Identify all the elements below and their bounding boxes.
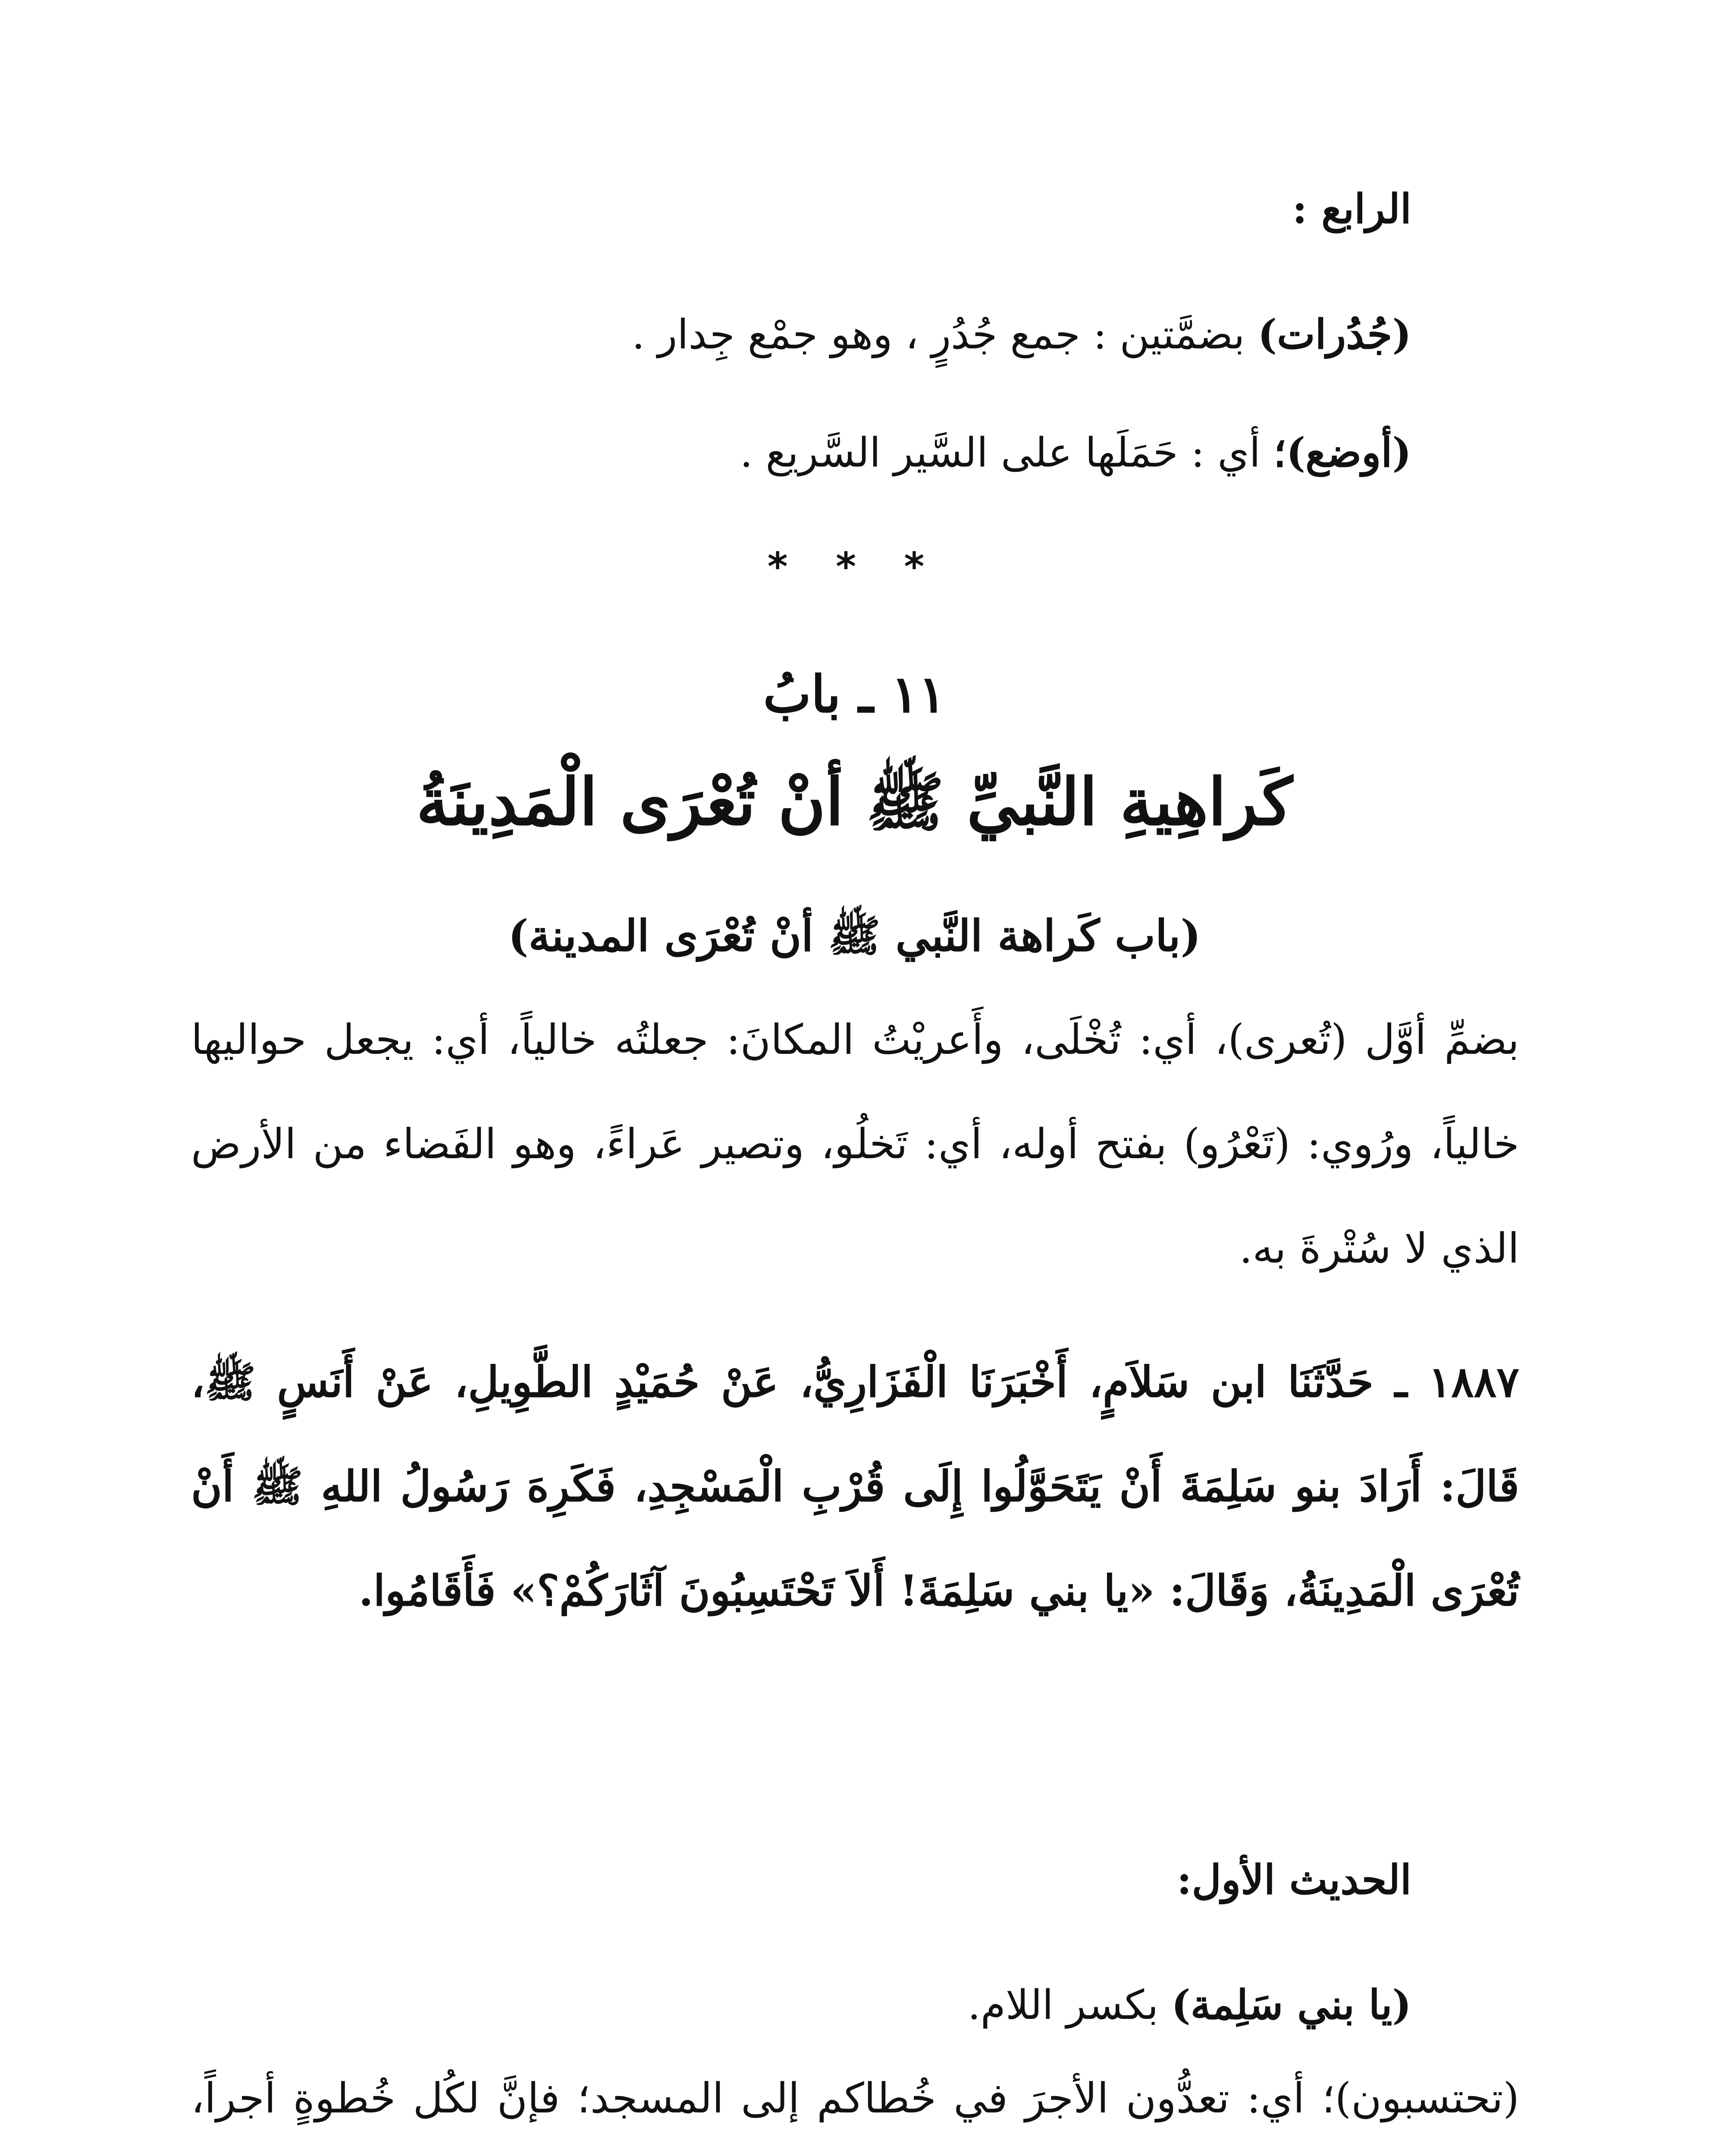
section-label: الرابع : bbox=[1292, 185, 1411, 233]
note-term: (أوضع)؛ bbox=[1273, 429, 1411, 476]
note-text: أي : حَمَلَها على السَّير السَّريع . bbox=[740, 429, 1273, 476]
chapter-subtitle: (باب كَراهة النَّبي ﷺ أنْ تُعْرَى المدينة) bbox=[508, 910, 1201, 961]
hadith-text: ١٨٨٧ ـ حَدَّثَنَا ابن سَلاَمٍ، أَخْبَرَنَا الْفَزَارِيُّ، عَنْ حُمَيْدٍ الطَّوِيلِ، عَنْ أَنَسٍ ﷺ، قَالَ: أَرَادَ بنو سَلِمَةَ أَنْ يَتَحَوَّلُوا إِلَى قُرْبِ الْمَسْجِدِ، فَكَرِهَ رَسُولُ اللهِ ﷺ أَنْ تُعْرَى الْمَدِينَةُ، وَقَالَ: «يا بني سَلِمَةَ! أَلاَ تَحْتَسِبُونَ آثَارَكُمْ؟» فَأَقَامُوا. bbox=[191, 1357, 1519, 1616]
commentary-paragraph-2: (تحتسبون)؛ أي: تعدُّون الأجرَ في خُطاكم إلى المسجد؛ فإنَّ لكُل خُطوةٍ أجراً، bbox=[191, 2074, 1520, 2122]
note-text: بضمَّتين : جمع جُدُرٍ ، وهو جمْع جِدار . bbox=[632, 311, 1258, 358]
note-line-jududrat bbox=[238, 309, 1411, 361]
chapter-number: ١١ ـ بابُ bbox=[763, 664, 946, 724]
separator-stars: * * * bbox=[767, 544, 942, 589]
first-hadith-label: الحديث الأول: bbox=[1176, 1856, 1411, 1904]
note-line-awda bbox=[238, 427, 1411, 479]
note-line-bani-salima bbox=[238, 1979, 1411, 2031]
note-term: (جُدُرات) bbox=[1257, 311, 1411, 358]
note-term: (يا بني سَلِمة) bbox=[1171, 1981, 1411, 2029]
note-text: بكسر اللام. bbox=[967, 1982, 1172, 2029]
commentary-paragraph: بضمِّ أوَّل (تُعرى)، أي: تُخْلَى، وأَعريْتُ المكانَ: جعلتُه خالياً، أي: يجعل حواليها خالياً، ورُوي: (تَعْرُو) بفتح أوله، أي: تَخلُو، وتصير عَراءً، وهو الفَضاء من الأرض الذي لا سُتْرةَ به. bbox=[191, 1015, 1519, 1272]
chapter-title: كَراهِيةِ النَّبيِّ ﷺ أنْ تُعْرَى الْمَدِينَةُ bbox=[416, 764, 1293, 840]
